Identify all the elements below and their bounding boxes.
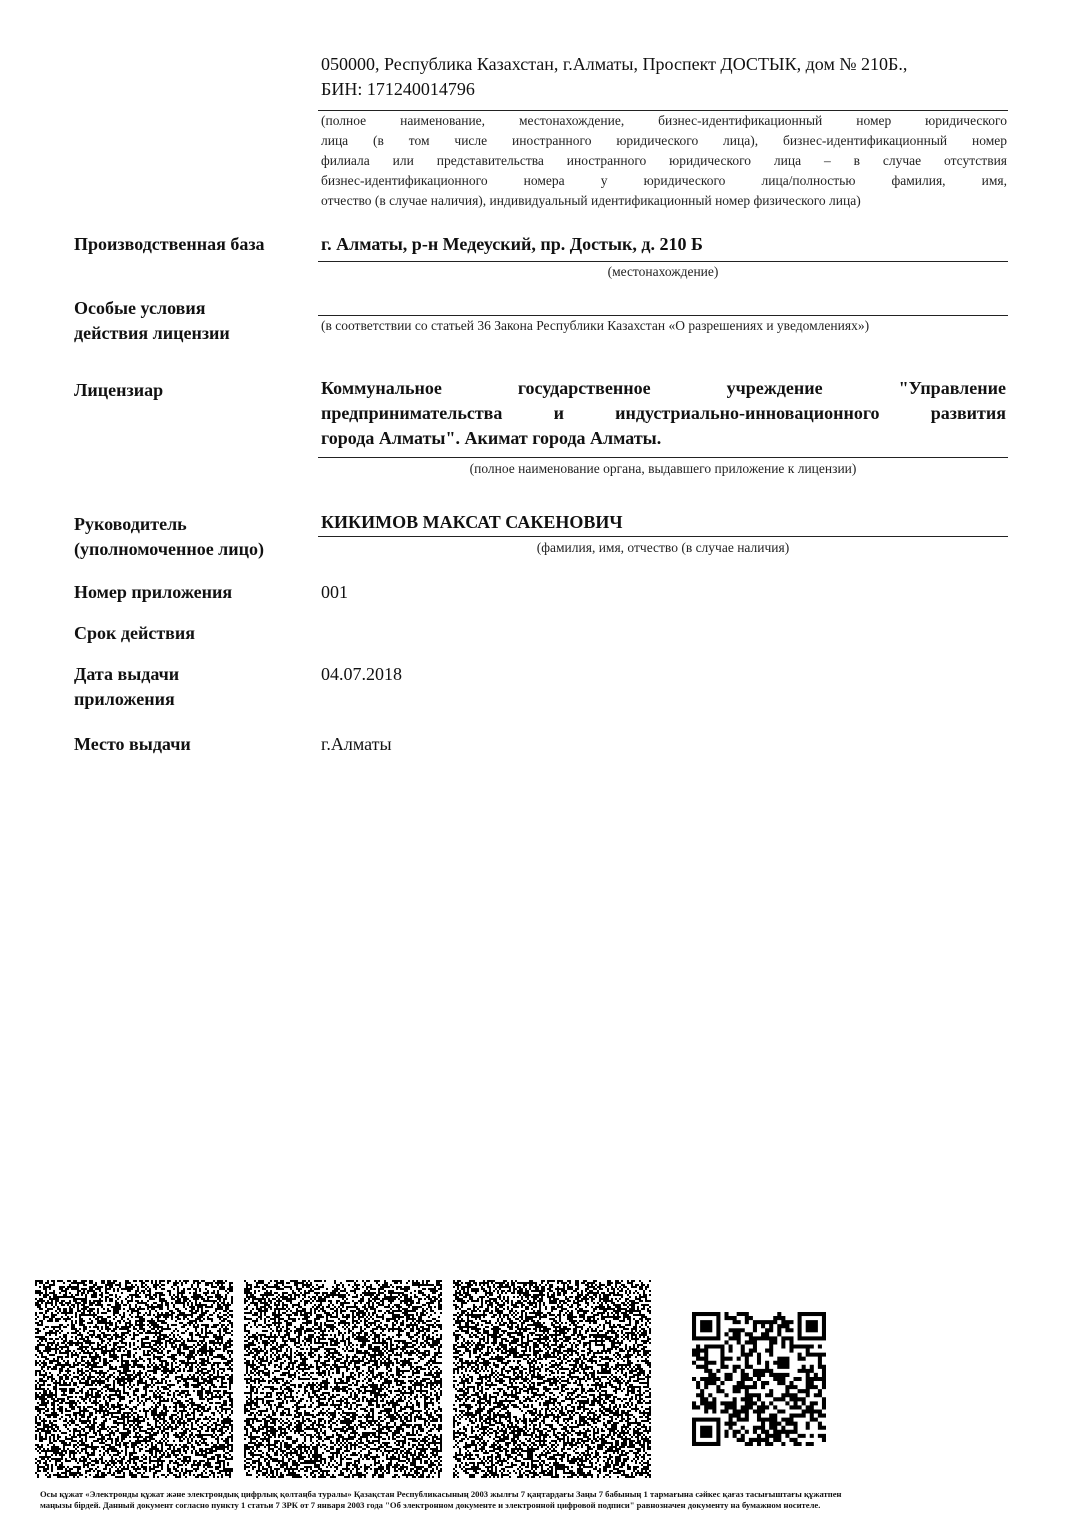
holder-hint-line: бизнес-идентификационного номера у юридического лица/полностью фамилия, имя, <box>321 173 1007 188</box>
production-base-hint: (местонахождение) <box>607 264 719 279</box>
holder-hint-line: лица (в том числе иностранного юридического лица), бизнес-идентификационный номер <box>321 133 1007 148</box>
address-line-1: 050000, Республика Казахстан, г.Алматы, Проспект ДОСТЫК, дом № 210Б., <box>321 54 908 74</box>
licensor-value-line: Коммунальное государственное учреждение "Управление <box>321 378 1006 398</box>
qr-code-icon <box>692 1312 826 1446</box>
production-base-label: Производственная база <box>74 234 265 254</box>
qr-code-icon <box>453 1280 651 1478</box>
special-conditions-label <box>74 296 230 346</box>
footer-line: Осы құжат «Электронды құжат және электрондық цифрлық қолтаңба туралы» Қазақстан Республикасының 2003 жылғы 7 қаңтардағы Заңы 7 бабының 1 тармағына сәйкес қағаз тасығыштағы құжатпен <box>40 1489 842 1499</box>
head-label-line: (уполномоченное лицо) <box>74 539 265 559</box>
validity-label: Срок действия <box>74 623 196 643</box>
issue-place-label: Место выдачи <box>74 734 191 754</box>
holder-hint-line: филиала или представительства иностранного юридического лица – в случае отсутствия <box>321 153 1007 168</box>
qr-code-icon <box>35 1280 233 1478</box>
head-label <box>74 512 264 562</box>
issue-date-label-line: приложения <box>74 689 175 709</box>
head-value: КИКИМОВ МАКСАТ САКЕНОВИЧ <box>321 512 623 532</box>
holder-address <box>321 52 1011 102</box>
footer-line: маңызы бірдей. Данный документ согласно пункту 1 статьи 7 ЗРК от 7 января 2003 года "Об электронном документе и электронной цифровой подписи" равнозначен документу на бумажном носителе. <box>40 1500 821 1510</box>
licensor-hint: (полное наименование органа, выдавшего приложение к лицензии) <box>469 461 857 476</box>
head-label-line: Руководитель <box>74 514 187 534</box>
production-base-value: г. Алматы, р-н Медеуский, пр. Достык, д. 210 Б <box>321 234 703 254</box>
special-conditions-hint: (в соответствии со статьей 36 Закона Республики Казахстан «О разрешениях и уведомлениях») <box>321 318 870 333</box>
legal-footer <box>40 1489 1050 1511</box>
appendix-number-value: 001 <box>321 582 348 602</box>
appendix-number-label: Номер приложения <box>74 582 233 602</box>
qr-code-icon <box>244 1280 442 1478</box>
issue-date-label-line: Дата выдачи <box>74 664 180 684</box>
issue-place-value: г.Алматы <box>321 734 392 754</box>
licensor-value-line: города Алматы". Акимат города Алматы. <box>321 428 662 448</box>
licensor-rule <box>318 457 1008 458</box>
holder-hint-line: (полное наименование, местонахождение, бизнес-идентификационный номер юридического <box>321 113 1007 128</box>
licensor-label: Лицензиар <box>74 380 164 400</box>
licensor-value-line: предпринимательства и индустриально-инновационного развития <box>321 403 1006 423</box>
head-rule <box>318 536 1008 537</box>
special-conditions-label-line: Особые условия <box>74 298 206 318</box>
licensor-value <box>321 376 1006 451</box>
holder-hint-line: отчество (в случае наличия), индивидуальный идентификационный номер физического лица) <box>321 193 861 208</box>
special-conditions-label-line: действия лицензии <box>74 323 230 343</box>
issue-date-value: 04.07.2018 <box>321 664 402 684</box>
address-line-2: БИН: 171240014796 <box>321 79 475 99</box>
holder-hint <box>321 111 1007 211</box>
issue-date-label <box>74 662 179 712</box>
head-hint: (фамилия, имя, отчество (в случае наличия) <box>536 540 790 555</box>
